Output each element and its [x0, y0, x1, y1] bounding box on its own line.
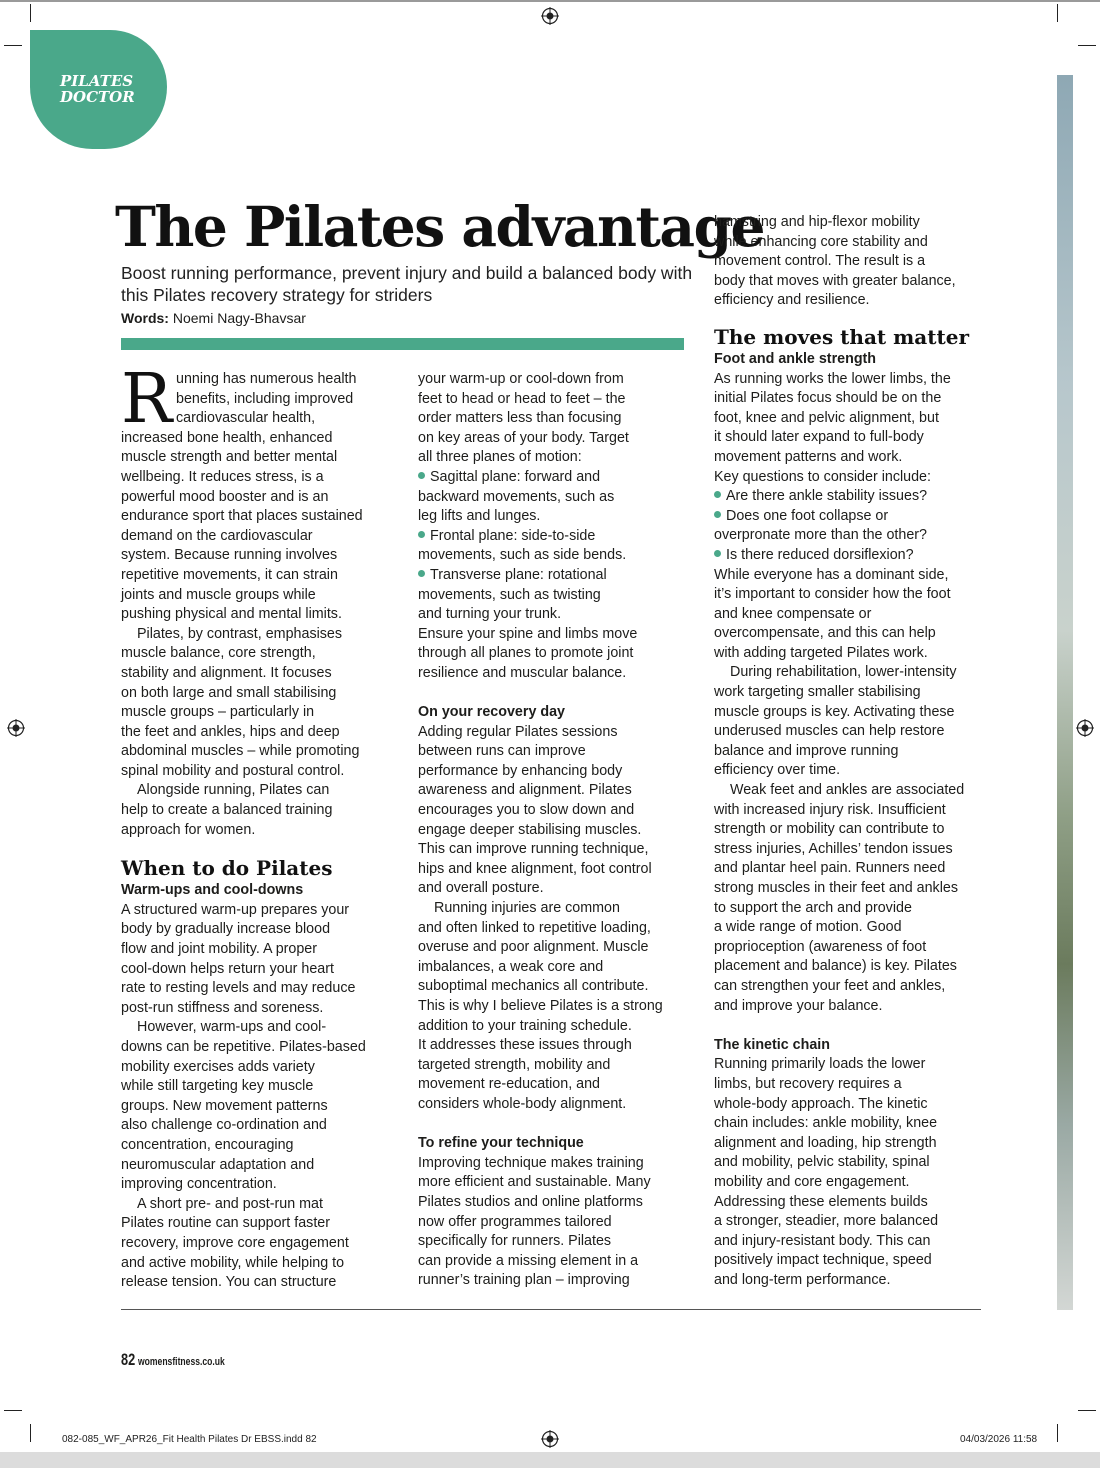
article-title: The Pilates advantage — [115, 194, 765, 259]
text-line: and knee compensate or — [714, 605, 872, 622]
text-line: Pilates routine can support faster — [121, 1215, 331, 1232]
spacer — [418, 1115, 688, 1135]
text-line: release tension. You can structure — [121, 1274, 337, 1291]
text-line: This can improve running technique, — [418, 841, 649, 858]
bullet-dot-icon — [418, 531, 425, 538]
text-line: and plantar heel pain. Runners need — [714, 860, 946, 877]
paragraph — [714, 1055, 989, 1290]
text-line: hips and knee alignment, foot control — [418, 860, 652, 877]
text-line: now offer programmes tailored — [418, 1213, 612, 1230]
subheading: The kinetic chain — [714, 1036, 830, 1053]
text-line: positively impact technique, speed — [714, 1252, 932, 1269]
subheading: On your recovery day — [418, 704, 566, 721]
text-line: As running works the lower limbs, the — [714, 370, 951, 387]
paragraph — [121, 625, 396, 782]
paragraph — [418, 625, 688, 684]
text-line: backward movements, such as — [418, 488, 615, 505]
text-line: whole-body approach. The kinetic — [714, 1095, 928, 1112]
text-line: body by gradually increase blood — [121, 921, 331, 938]
text-line: pushing physical and mental limits. — [121, 606, 342, 623]
text-line: and improve your balance. — [714, 997, 883, 1014]
crop-mark — [1078, 45, 1096, 46]
text-line: abdominal muscles – while promoting — [121, 743, 360, 760]
byline — [121, 309, 306, 327]
text-line: spinal mobility and postural control. — [121, 762, 345, 779]
bullet-item — [418, 566, 688, 625]
text-line: downs can be repetitive. Pilates-based — [121, 1039, 366, 1055]
subheading: Warm-ups and cool-downs — [121, 882, 304, 899]
text-line: body that moves with greater balance, — [714, 272, 956, 289]
crop-mark — [4, 45, 22, 46]
text-line: and long-term performance. — [714, 1271, 891, 1288]
page-bottom-edge — [0, 1452, 1100, 1468]
slug-datetime: 04/03/2026 11:58 — [960, 1434, 1038, 1445]
bullet-item — [714, 507, 989, 546]
text-line: movements, such as side bends. — [418, 547, 627, 564]
page-top-edge — [0, 0, 1100, 2]
text-line: movement patterns and work. — [714, 448, 903, 465]
bullet-item — [418, 527, 688, 566]
bullet-item — [714, 546, 989, 566]
text-line: mobility and core engagement. — [714, 1173, 910, 1190]
section-badge-line: PILATES — [60, 72, 134, 90]
bullet-text: Transverse plane: rotational — [430, 566, 607, 583]
text-line: while enhancing core stability and — [714, 233, 928, 250]
text-line: runner’s training plan – improving — [418, 1272, 630, 1289]
text-line: feet to head or head to feet – the — [418, 390, 626, 407]
text-line: However, warm-ups and cool- — [137, 1019, 327, 1036]
text-line: endurance sport that places sustained — [121, 508, 363, 525]
text-line: initial Pilates focus should be on the — [714, 390, 942, 407]
text-line: imbalances, a weak core and — [418, 958, 604, 975]
text-line — [714, 507, 989, 527]
column-1 — [121, 360, 396, 1293]
text-line: encourages you to slow down and — [418, 802, 635, 819]
text-line: hamstring and hip-flexor mobility — [714, 214, 920, 230]
crop-mark — [30, 4, 31, 22]
text-line: performance by enhancing body — [418, 762, 623, 779]
footer-rule — [121, 1309, 981, 1310]
text-line — [418, 468, 688, 488]
bullet-text: Is there reduced dorsiflexion? — [726, 546, 914, 563]
text-line: During rehabilitation, lower-intensity — [730, 664, 957, 681]
text-line: rate to resting levels and may reduce — [121, 980, 356, 997]
folio — [121, 1349, 250, 1373]
text-line: muscle groups – particularly in — [121, 704, 315, 721]
text-line: joints and muscle groups while — [121, 586, 316, 603]
text-line: alignment and loading, hip strength — [714, 1134, 937, 1151]
title-rule — [121, 338, 684, 350]
text-line — [714, 546, 989, 566]
text-line: between runs can improve — [418, 743, 586, 760]
text-line: can strengthen your feet and ankles, — [714, 977, 946, 994]
text-line: on both large and small stabilising — [121, 684, 337, 701]
text-line: mobility exercises adds variety — [121, 1058, 315, 1075]
spacer — [418, 684, 688, 704]
text-line: can provide a missing element in a — [418, 1252, 639, 1269]
bullet-item — [418, 468, 688, 527]
text-line: to support the arch and provide — [714, 899, 912, 916]
bullet-dot-icon — [714, 491, 721, 498]
text-line: Ensure your spine and limbs move — [418, 625, 638, 642]
text-line: it should later expand to full-body — [714, 429, 924, 446]
text-line: while still targeting key muscle — [121, 1078, 314, 1095]
text-line: through all planes to promote joint — [418, 645, 634, 662]
text-line: movement control. The result is a — [714, 253, 926, 270]
section-badge — [30, 30, 167, 149]
text-line: Key questions to consider include: — [714, 468, 931, 485]
text-line: approach for women. — [121, 821, 256, 838]
text-line: underused muscles can help restore — [714, 723, 945, 740]
text-line: stress injuries, Achilles’ tendon issues — [714, 840, 953, 857]
subheading: To refine your technique — [418, 1135, 584, 1152]
slug-file-info: 082-085_WF_APR26_Fit Health Pilates Dr EBSS.indd 82 — [62, 1434, 317, 1445]
text-line: Addressing these elements builds — [714, 1193, 928, 1210]
bullet-text: Are there ankle stability issues? — [726, 488, 928, 505]
text-line: and turning your trunk. — [418, 606, 562, 623]
text-line: order matters less than focusing — [418, 410, 622, 427]
text-line: While everyone has a dominant side, — [714, 566, 949, 583]
column-3 — [714, 213, 989, 1290]
text-line: recovery, improve core engagement — [121, 1234, 349, 1251]
text-line: overpronate more than the other? — [714, 527, 928, 544]
section-badge-line: DOCTOR — [60, 88, 135, 106]
text-line: Alongside running, Pilates can — [137, 782, 330, 799]
column-2 — [418, 370, 688, 1291]
registration-mark-icon — [1076, 719, 1094, 737]
text-line: cardiovascular health, — [176, 410, 316, 427]
section-heading: The moves that matter — [714, 324, 969, 349]
text-line: more efficient and sustainable. Many — [418, 1174, 651, 1191]
website: womensfitness.co.uk — [138, 1356, 226, 1368]
text-line: efficiency over time. — [714, 762, 841, 779]
paragraph — [714, 781, 989, 1016]
text-line: cool-down helps return your heart — [121, 960, 334, 977]
text-line: Adding regular Pilates sessions — [418, 723, 618, 740]
text-line: Weak feet and ankles are associated — [730, 782, 965, 799]
registration-mark-icon — [7, 719, 25, 737]
paragraph — [714, 213, 989, 311]
crop-mark — [4, 1410, 22, 1411]
byline-label: Words: — [121, 310, 169, 326]
text-line: muscle strength and better mental — [121, 449, 338, 466]
section-badge-label — [60, 73, 170, 105]
text-line: A structured warm-up prepares your — [121, 901, 350, 918]
text-line: wellbeing. It reduces stress, is a — [121, 468, 324, 485]
text-line: and often linked to repetitive loading, — [418, 919, 651, 936]
text-line: with adding targeted Pilates work. — [714, 644, 928, 661]
text-line: on key areas of your body. Target — [418, 429, 629, 446]
text-line: Improving technique makes training — [418, 1154, 644, 1171]
page-number: 82 — [121, 1350, 136, 1369]
text-line: proprioception (awareness of foot — [714, 938, 927, 955]
bullet-dot-icon — [714, 550, 721, 557]
text-line: also challenge co-ordination and — [121, 1117, 327, 1134]
text-line — [418, 566, 688, 586]
text-line: movements, such as twisting — [418, 586, 601, 603]
paragraph — [121, 1195, 396, 1293]
text-line: increased bone health, enhanced — [121, 429, 333, 446]
paragraph — [418, 899, 688, 1115]
text-line: overcompensate, and this can help — [714, 625, 936, 642]
paragraph — [714, 663, 989, 781]
text-line: A short pre- and post-run mat — [137, 1195, 323, 1212]
text-line: and mobility, pelvic stability, spinal — [714, 1154, 930, 1171]
paragraph — [418, 370, 688, 468]
crop-mark — [1078, 1410, 1096, 1411]
registration-mark-icon — [541, 7, 559, 25]
spacer — [714, 311, 989, 325]
text-line: repetitive movements, it can strain — [121, 566, 338, 583]
text-line: demand on the cardiovascular — [121, 527, 313, 544]
text-line: overuse and poor alignment. Muscle — [418, 939, 649, 956]
subheading: Foot and ankle strength — [714, 350, 877, 367]
text-line: a wide range of motion. Good — [714, 919, 902, 936]
crop-mark — [30, 1424, 31, 1442]
text-line: It addresses these issues through — [418, 1037, 632, 1054]
text-line: leg lifts and lunges. — [418, 508, 541, 525]
text-line: concentration, encouraging — [121, 1136, 294, 1153]
paragraph — [418, 723, 688, 899]
text-line: help to create a balanced training — [121, 802, 333, 819]
section-heading: When to do Pilates — [121, 856, 333, 881]
text-line: engage deeper stabilising muscles. — [418, 821, 642, 838]
text-line: and active mobility, while helping to — [121, 1254, 345, 1271]
text-line: muscle balance, core strength, — [121, 645, 316, 662]
bullet-text: Does one foot collapse or — [726, 507, 889, 524]
text-line: chain includes: ankle mobility, knee — [714, 1115, 938, 1132]
text-line: Pilates studios and online platforms — [418, 1193, 643, 1210]
text-line: flow and joint mobility. A proper — [121, 941, 318, 958]
text-line: Running injuries are common — [434, 900, 620, 917]
bullet-text: Frontal plane: side-to-side — [430, 527, 596, 544]
text-line: Running primarily loads the lower — [714, 1056, 926, 1073]
paragraph — [121, 781, 396, 840]
paragraph — [121, 901, 396, 1019]
text-line: and overall posture. — [418, 880, 544, 897]
text-line: placement and balance) is key. Pilates — [714, 958, 957, 975]
byline-author: Noemi Nagy-Bhavsar — [172, 310, 306, 326]
text-line: efficiency and resilience. — [714, 292, 870, 309]
text-line: improving concentration. — [121, 1176, 277, 1193]
text-line: specifically for runners. Pilates — [418, 1233, 612, 1250]
text-line: movement re-education, and — [418, 1076, 600, 1093]
text-line: strong muscles in their feet and ankles — [714, 880, 958, 896]
text-line: targeted strength, mobility and — [418, 1056, 611, 1073]
text-line: the feet and ankles, hips and deep — [121, 723, 340, 740]
spacer — [121, 840, 396, 856]
text-line: all three planes of motion: — [418, 449, 582, 466]
text-line: addition to your training schedule. — [418, 1017, 632, 1034]
drop-cap: R — [121, 360, 173, 439]
text-line: considers whole-body alignment. — [418, 1095, 627, 1112]
text-line: suboptimal mechanics all contribute. — [418, 978, 649, 995]
text-line: stability and alignment. It focuses — [121, 664, 332, 681]
text-line: post-run stiffness and soreness. — [121, 999, 324, 1016]
text-line: a stronger, steadier, more balanced — [714, 1213, 939, 1230]
bullet-item — [714, 487, 989, 507]
bullet-text: Sagittal plane: forward and — [430, 468, 601, 485]
text-line: neuromuscular adaptation and — [121, 1156, 315, 1173]
text-line: resilience and muscular balance. — [418, 664, 627, 681]
bullet-dot-icon — [714, 511, 721, 518]
paragraph — [121, 1018, 396, 1194]
text-line: system. Because running involves — [121, 547, 338, 564]
text-line: groups. New movement patterns — [121, 1097, 328, 1114]
paragraph — [714, 370, 989, 488]
text-line: limbs, but recovery requires a — [714, 1075, 902, 1092]
text-line: muscle groups is key. Activating these — [714, 703, 955, 720]
crop-mark — [1057, 4, 1058, 22]
text-line: foot, knee and pelvic alignment, but — [714, 409, 939, 426]
paragraph — [121, 360, 396, 625]
text-line: work targeting smaller stabilising — [714, 684, 921, 701]
bullet-dot-icon — [418, 472, 425, 479]
text-line: unning has numerous health — [176, 371, 357, 387]
text-line: Pilates, by contrast, emphasises — [137, 625, 343, 642]
edge-photo — [1057, 75, 1073, 1310]
text-line: strength or mobility can contribute to — [714, 821, 945, 838]
text-line: This is why I believe Pilates is a strong — [418, 998, 663, 1014]
registration-mark-icon — [541, 1430, 559, 1448]
text-line: benefits, including improved — [176, 390, 354, 407]
text-line: powerful mood booster and is an — [121, 488, 329, 505]
crop-mark — [1057, 1424, 1058, 1442]
text-line — [714, 487, 989, 507]
text-line: awareness and alignment. Pilates — [418, 782, 632, 799]
text-line: your warm-up or cool-down from — [418, 371, 624, 387]
bullet-dot-icon — [418, 570, 425, 577]
paragraph — [418, 1154, 688, 1291]
text-line: and injury-resistant body. This can — [714, 1232, 931, 1249]
text-line — [418, 527, 688, 547]
article-standfirst: Boost running performance, prevent injury and build a balanced body with this Pilates recovery strategy for striders — [121, 263, 693, 305]
text-line: balance and improve running — [714, 742, 899, 759]
paragraph — [714, 566, 989, 664]
text-line: with increased injury risk. Insufficient — [714, 801, 946, 818]
spacer — [714, 1016, 989, 1036]
text-line: it’s important to consider how the foot — [714, 586, 951, 603]
